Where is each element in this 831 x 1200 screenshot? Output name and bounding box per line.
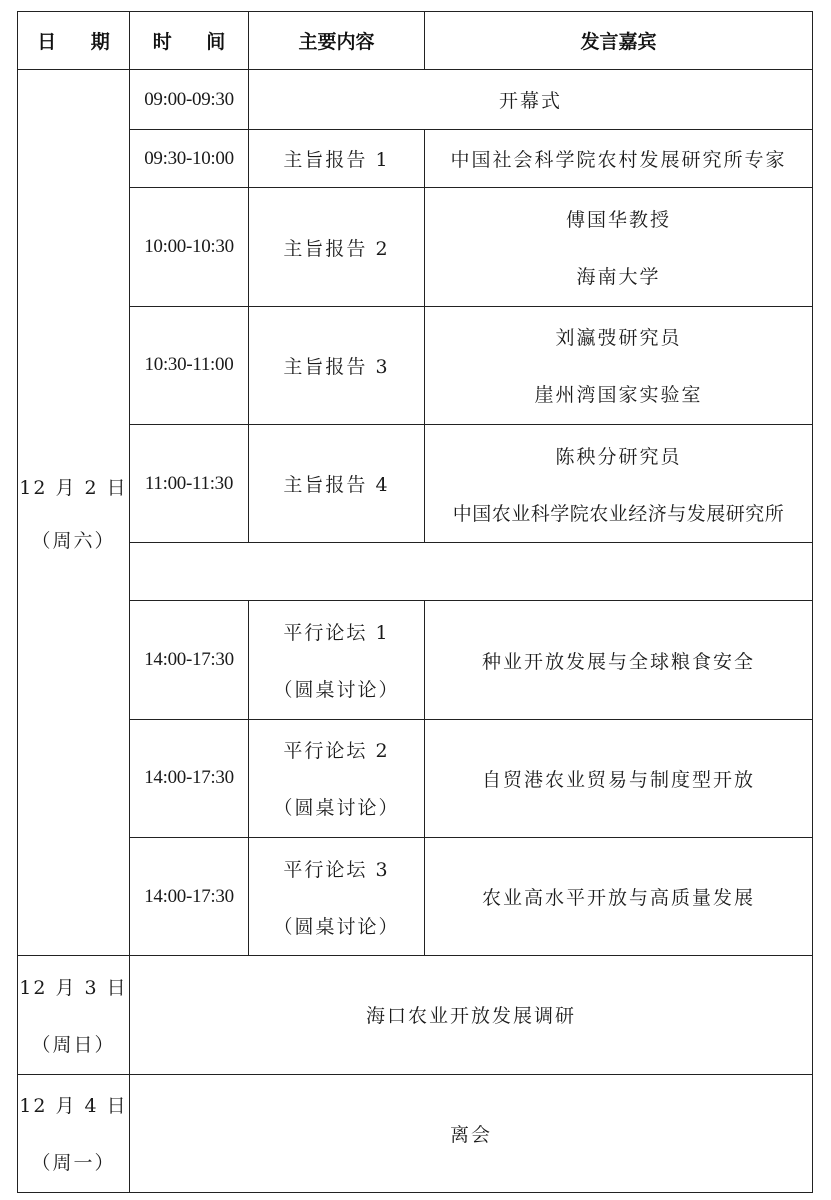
time-cell: 10:00-10:30 bbox=[130, 188, 249, 306]
table-row bbox=[18, 838, 813, 956]
header-content: 主要内容 bbox=[249, 12, 425, 70]
time-cell: 14:00-17:30 bbox=[130, 601, 249, 719]
time-cell: 09:30-10:00 bbox=[130, 130, 249, 188]
weekday-label: （周日） bbox=[31, 1033, 116, 1056]
table-row bbox=[18, 601, 813, 719]
content-cell: 主旨报告 4 bbox=[249, 425, 425, 543]
header-date: 日 期 bbox=[18, 12, 130, 70]
weekday-label: （周一） bbox=[31, 1152, 116, 1175]
header-time: 时 间 bbox=[130, 12, 249, 70]
activity-cell: 离会 bbox=[130, 1074, 813, 1192]
table-row bbox=[18, 719, 813, 837]
opening-ceremony: 开幕式 bbox=[249, 70, 813, 130]
time-cell: 11:00-11:30 bbox=[130, 425, 249, 543]
empty-break-cell bbox=[130, 543, 813, 601]
table-row bbox=[18, 70, 813, 130]
header-speakers: 发言嘉宾 bbox=[425, 12, 813, 70]
content-cell bbox=[249, 838, 425, 956]
forum-title: 平行论坛 3 bbox=[283, 858, 390, 881]
activity-cell: 海口农业开放发展调研 bbox=[130, 956, 813, 1074]
date-cell-dec3 bbox=[18, 956, 130, 1074]
table-row bbox=[18, 1074, 813, 1192]
speaker-cell bbox=[425, 306, 813, 424]
date-label: 12 月 2 日 bbox=[19, 476, 128, 499]
date-label: 12 月 3 日 bbox=[19, 976, 128, 999]
speaker-affiliation: 海南大学 bbox=[576, 266, 661, 289]
time-cell: 14:00-17:30 bbox=[130, 719, 249, 837]
content-cell: 主旨报告 1 bbox=[249, 130, 425, 188]
speaker-name: 刘瀛弢研究员 bbox=[555, 327, 682, 350]
forum-title: 平行论坛 2 bbox=[283, 740, 390, 763]
speaker-name: 陈秧分研究员 bbox=[555, 445, 682, 468]
forum-topic: 种业开放发展与全球粮食安全 bbox=[425, 601, 813, 719]
table-row bbox=[18, 956, 813, 1074]
header-row bbox=[18, 12, 813, 70]
forum-format: （圆桌讨论） bbox=[273, 915, 400, 938]
table-row bbox=[18, 306, 813, 424]
weekday-label: （周六） bbox=[31, 529, 116, 552]
table-row bbox=[18, 130, 813, 188]
speaker-affiliation: 崖州湾国家实验室 bbox=[534, 384, 703, 407]
time-cell: 10:30-11:00 bbox=[130, 306, 249, 424]
time-cell: 14:00-17:30 bbox=[130, 838, 249, 956]
content-cell: 主旨报告 3 bbox=[249, 306, 425, 424]
schedule-table bbox=[17, 11, 813, 1193]
forum-format: （圆桌讨论） bbox=[273, 797, 400, 820]
date-cell-dec2 bbox=[18, 70, 130, 956]
forum-title: 平行论坛 1 bbox=[283, 622, 390, 645]
forum-format: （圆桌讨论） bbox=[273, 679, 400, 702]
forum-topic: 农业高水平开放与高质量发展 bbox=[425, 838, 813, 956]
speaker-cell: 中国社会科学院农村发展研究所专家 bbox=[425, 130, 813, 188]
date-label: 12 月 4 日 bbox=[19, 1095, 128, 1118]
table-row bbox=[18, 425, 813, 543]
date-cell-dec4 bbox=[18, 1074, 130, 1192]
content-cell: 主旨报告 2 bbox=[249, 188, 425, 306]
speaker-cell bbox=[425, 188, 813, 306]
speaker-name: 傅国华教授 bbox=[565, 209, 671, 232]
table-row bbox=[18, 188, 813, 306]
content-cell bbox=[249, 719, 425, 837]
content-cell bbox=[249, 601, 425, 719]
forum-topic: 自贸港农业贸易与制度型开放 bbox=[425, 719, 813, 837]
lunch-break-row bbox=[18, 543, 813, 601]
speaker-affiliation: 中国农业科学院农业经济与发展研究所 bbox=[452, 502, 785, 525]
time-cell: 09:00-09:30 bbox=[130, 70, 249, 130]
speaker-cell bbox=[425, 425, 813, 543]
